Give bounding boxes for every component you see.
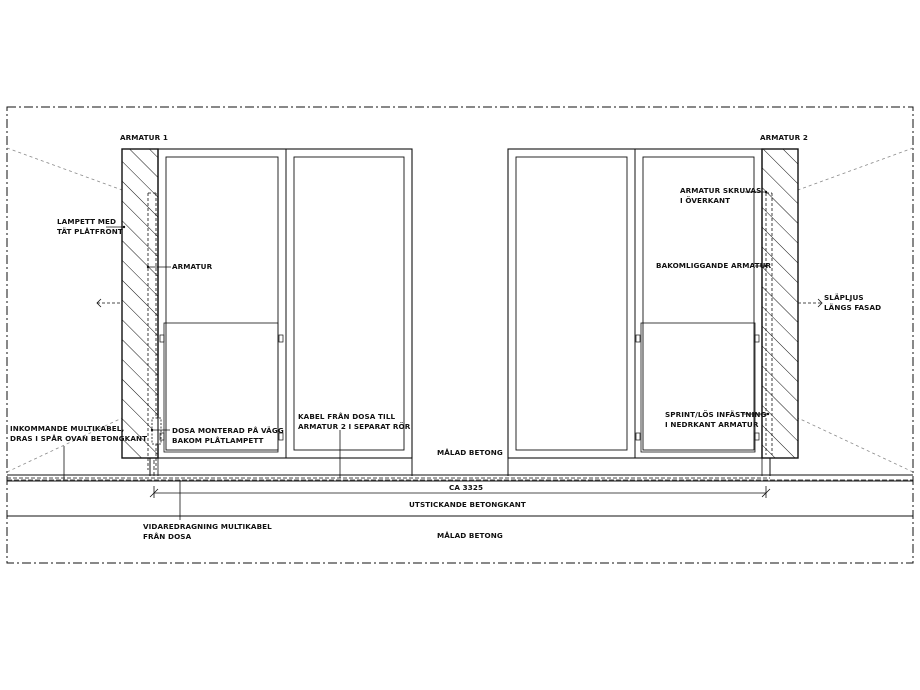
label-fixture-1: ARMATUR 1 (120, 133, 168, 142)
note-bakom: BAKOMLIGGANDE ARMATUR (656, 261, 772, 270)
label-fixture-2: ARMATUR 2 (760, 133, 808, 142)
note-lampett-line1: LAMPETT MED (57, 217, 117, 226)
note-slapljus-line1: SLÄPLJUS (824, 293, 864, 302)
note-skruvas-line1: ARMATUR SKRUVAS (680, 186, 762, 195)
label-painted-concrete-top: MÅLAD BETONG (437, 448, 503, 457)
note-dosa-line2: BAKOM PLÅTLAMPETT (172, 436, 264, 445)
light-arrow-right (798, 299, 822, 307)
note-armatur: ARMATUR (172, 262, 213, 271)
note-kabel-line2: ARMATUR 2 I SEPARAT RÖR (298, 422, 411, 431)
light-arrow-left (97, 299, 122, 307)
note-slapljus-line2: LÄNGS FASAD (824, 303, 882, 312)
dimension-value: CA 3325 (449, 483, 484, 492)
note-skruvas-line2: I ÖVERKANT (680, 196, 731, 205)
note-dosa-line1: DOSA MONTERAD PÅ VÄGG (172, 426, 284, 435)
note-sprint-line2: I NEDRKANT ARMATUR (665, 420, 759, 429)
label-painted-concrete-bottom: MÅLAD BETONG (437, 531, 503, 540)
note-vidare-line2: FRÅN DOSA (143, 532, 192, 541)
note-kabel-line1: KABEL FRÅN DOSA TILL (298, 412, 396, 421)
note-incoming-line1: INKOMMANDE MULTIKABEL, (10, 424, 125, 433)
leader-dots (123, 191, 769, 431)
leader-lines (64, 192, 768, 520)
note-lampett-line2: TÄT PLÅTFRONT (57, 227, 123, 236)
fixture-right (762, 149, 798, 458)
note-incoming-line2: DRAS I SPÅR OVAN BETONGKANT (10, 434, 148, 443)
note-vidare-line1: VIDAREDRAGNING MULTIKABEL (143, 522, 272, 531)
label-protruding-edge: UTSTICKANDE BETONGKANT (409, 500, 526, 509)
note-sprint-line1: SPRINT/LÖS INFÄSTNING (665, 410, 767, 419)
fixture-left (122, 149, 161, 470)
